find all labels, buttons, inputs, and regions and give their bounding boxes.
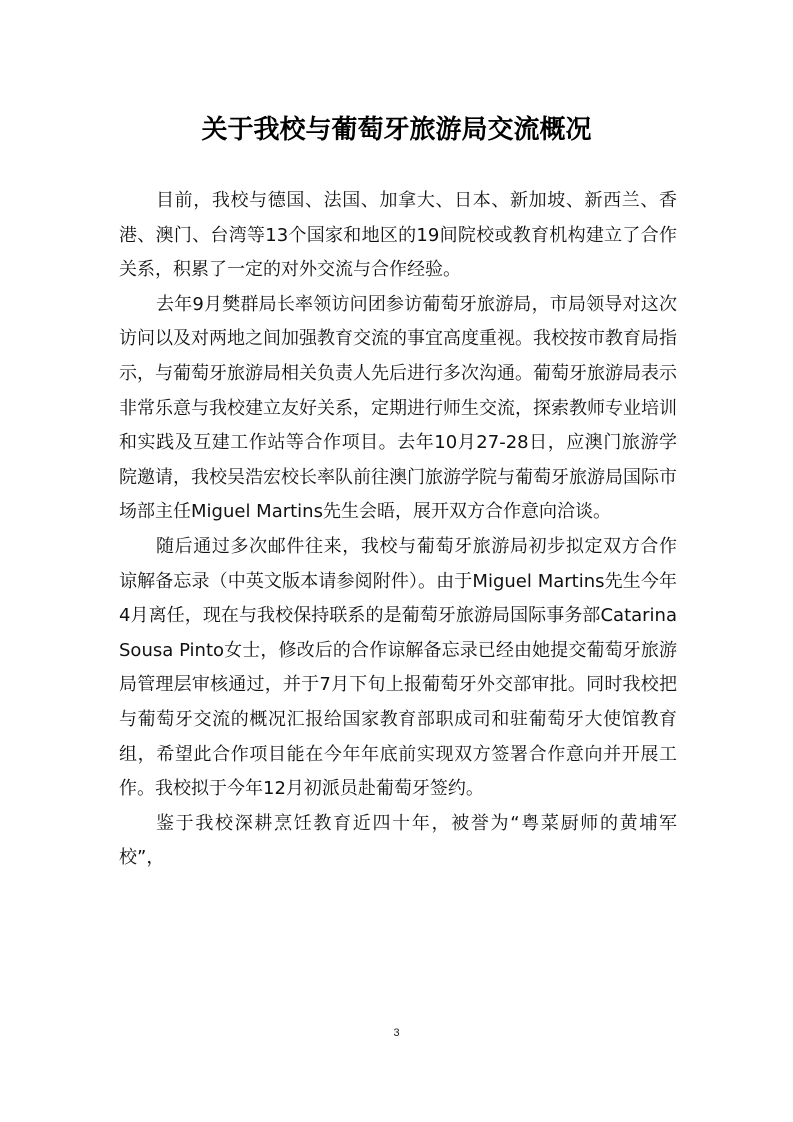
paragraph-1: 目前，我校与德国、法国、加拿大、日本、新加坡、新西兰、香港、澳门、台湾等13个国家和地区的19间院校或教育机构建立了合作关系，积累了一定的对外交流与合作经验。 <box>119 190 677 281</box>
page-number: 3 <box>393 1027 400 1039</box>
document-body <box>119 184 677 876</box>
paragraph-4: 鉴于我校深耕烹饪教育近四十年，被誉为“粤菜厨师的黄埔军校”， <box>119 812 677 869</box>
document-title: 关于我校与葡萄牙旅游局交流概况 <box>201 115 592 145</box>
paragraph-2: 去年9月樊群局长率领访问团参访葡萄牙旅游局，市局领导对这次访问以及对两地之间加强教育交流的事宜高度重视。我校按市教育局指示，与葡萄牙旅游局相关负责人先后进行多次沟通。葡萄牙旅游局表示非常乐意与我校建立友好关系，定期进行师生交流，探索教师专业培训和实践及互建工作站等合作项目。去年10月27-28日，应澳门旅游学院邀请，我校吴浩宏校长率队前往澳门旅游学院与葡萄牙旅游局国际市场部主任Miguel Martins先生会晤，展开双方合作意向洽谈。 <box>119 293 677 523</box>
paragraph-3: 随后通过多次邮件往来，我校与葡萄牙旅游局初步拟定双方合作谅解备忘录（中英文版本请参阅附件）。由于Miguel Martins先生今年4月离任，现在与我校保持联系的是葡萄牙旅游局国际事务部Catarina Sousa Pinto女士，修改后的合作谅解备忘录已经由她提交葡萄牙旅游局管理层审核通过，并于7月下旬上报葡萄牙外交部审批。同时我校把与葡萄牙交流的概况汇报给国家教育部职成司和驻葡萄牙大使馆教育组，希望此合作项目能在今年年底前实现双方签署合作意向并开展工作。我校拟于今年12月初派员赴葡萄牙签约。 <box>119 535 677 800</box>
